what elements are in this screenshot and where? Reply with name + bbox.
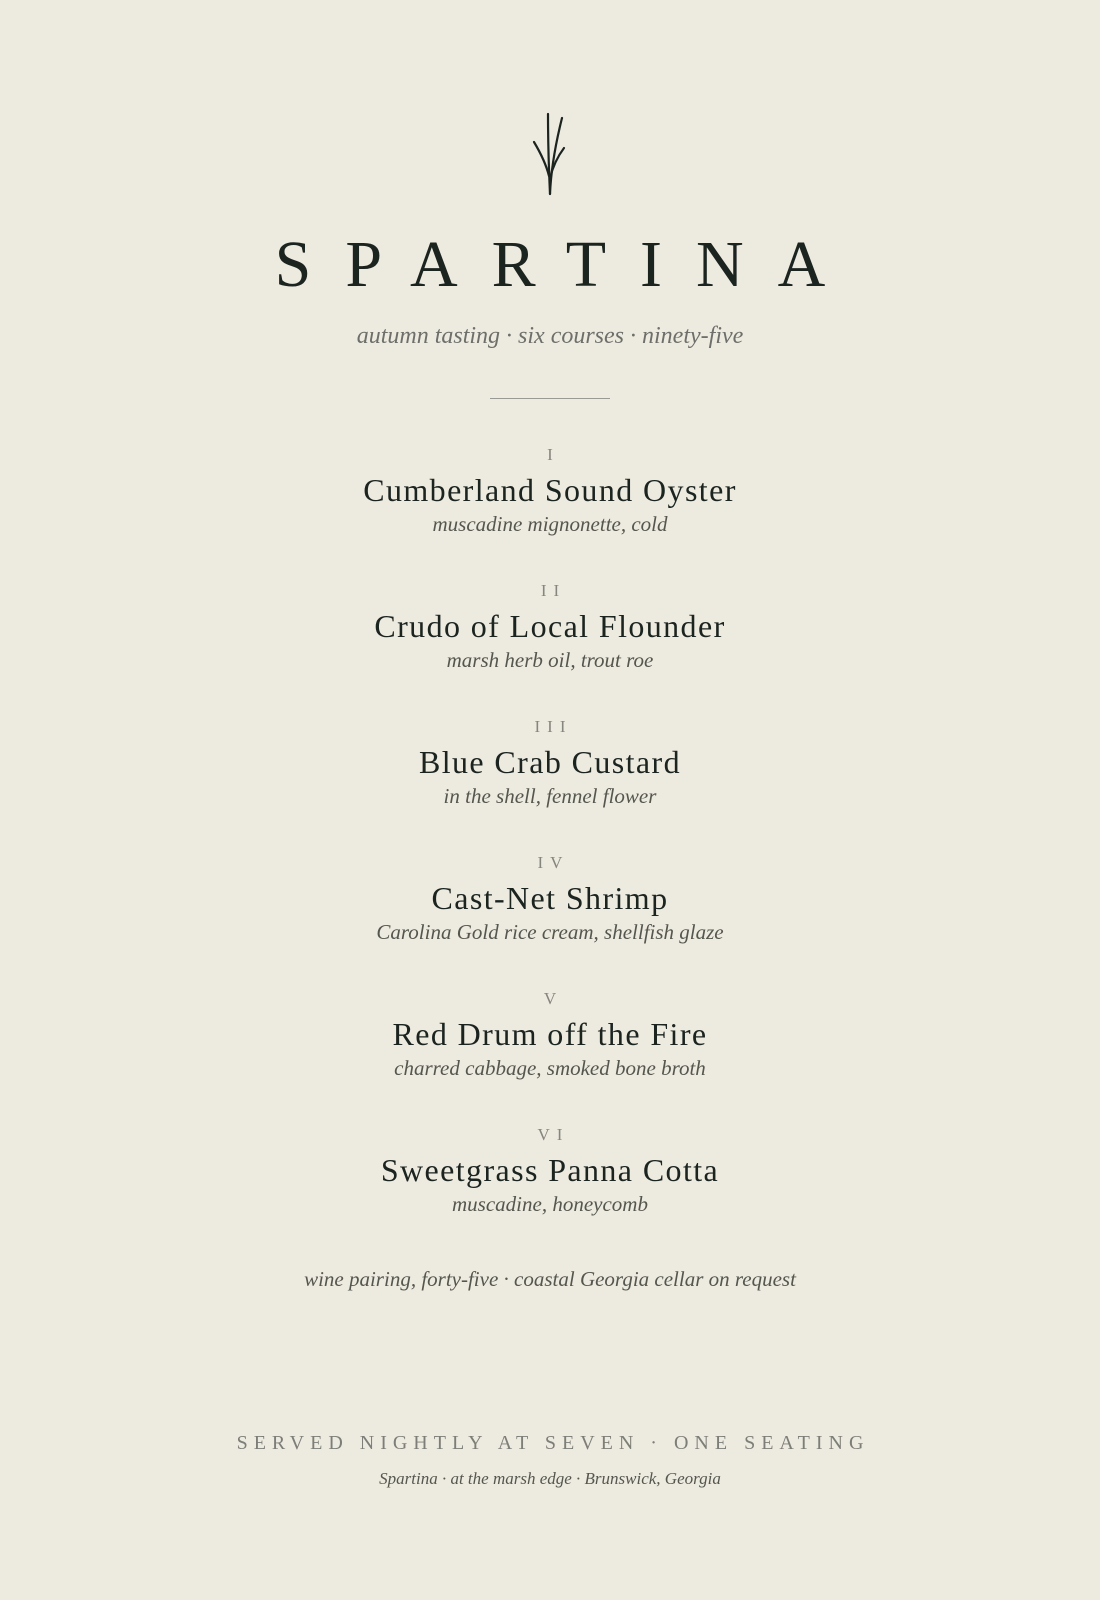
course-item — [0, 580, 1100, 716]
wine-pairing-note: wine pairing, forty-five · coastal Georgia cellar on request — [304, 1267, 796, 1291]
course-description: Carolina Gold rice cream, shellfish glaze — [376, 920, 724, 944]
course-name: Cumberland Sound Oyster — [363, 472, 737, 508]
course-numeral: II — [540, 581, 567, 600]
course-description: muscadine, honeycomb — [452, 1192, 648, 1216]
service-times: SERVED NIGHTLY AT SEVEN · ONE SEATING — [236, 1432, 870, 1454]
course-description: marsh herb oil, trout roe — [446, 648, 654, 672]
course-name: Sweetgrass Panna Cotta — [380, 1152, 720, 1188]
course-item — [0, 852, 1100, 988]
course-numeral: III — [534, 717, 573, 736]
course-item — [0, 444, 1100, 580]
course-numeral: IV — [537, 853, 570, 872]
course-item — [0, 716, 1100, 852]
course-name: Crudo of Local Flounder — [374, 608, 726, 644]
course-item — [0, 1124, 1100, 1260]
course-description: charred cabbage, smoked bone broth — [394, 1056, 706, 1080]
restaurant-address: Spartina · at the marsh edge · Brunswick, Georgia — [379, 1469, 721, 1488]
course-description: muscadine mignonette, cold — [432, 512, 668, 536]
restaurant-name: SPARTINA — [274, 228, 860, 301]
course-list — [0, 444, 1100, 1260]
course-name: Blue Crab Custard — [419, 744, 681, 780]
course-name: Cast-Net Shrimp — [431, 880, 669, 916]
course-name: Red Drum off the Fire — [392, 1016, 708, 1052]
marsh-grass-icon — [522, 112, 578, 198]
course-numeral: VI — [537, 1125, 570, 1144]
course-numeral: I — [547, 445, 560, 464]
menu-tagline: autumn tasting · six courses · ninety-five — [356, 323, 744, 349]
course-numeral: V — [543, 989, 564, 1008]
course-item — [0, 988, 1100, 1124]
course-description: in the shell, fennel flower — [443, 784, 657, 808]
divider — [490, 398, 610, 399]
